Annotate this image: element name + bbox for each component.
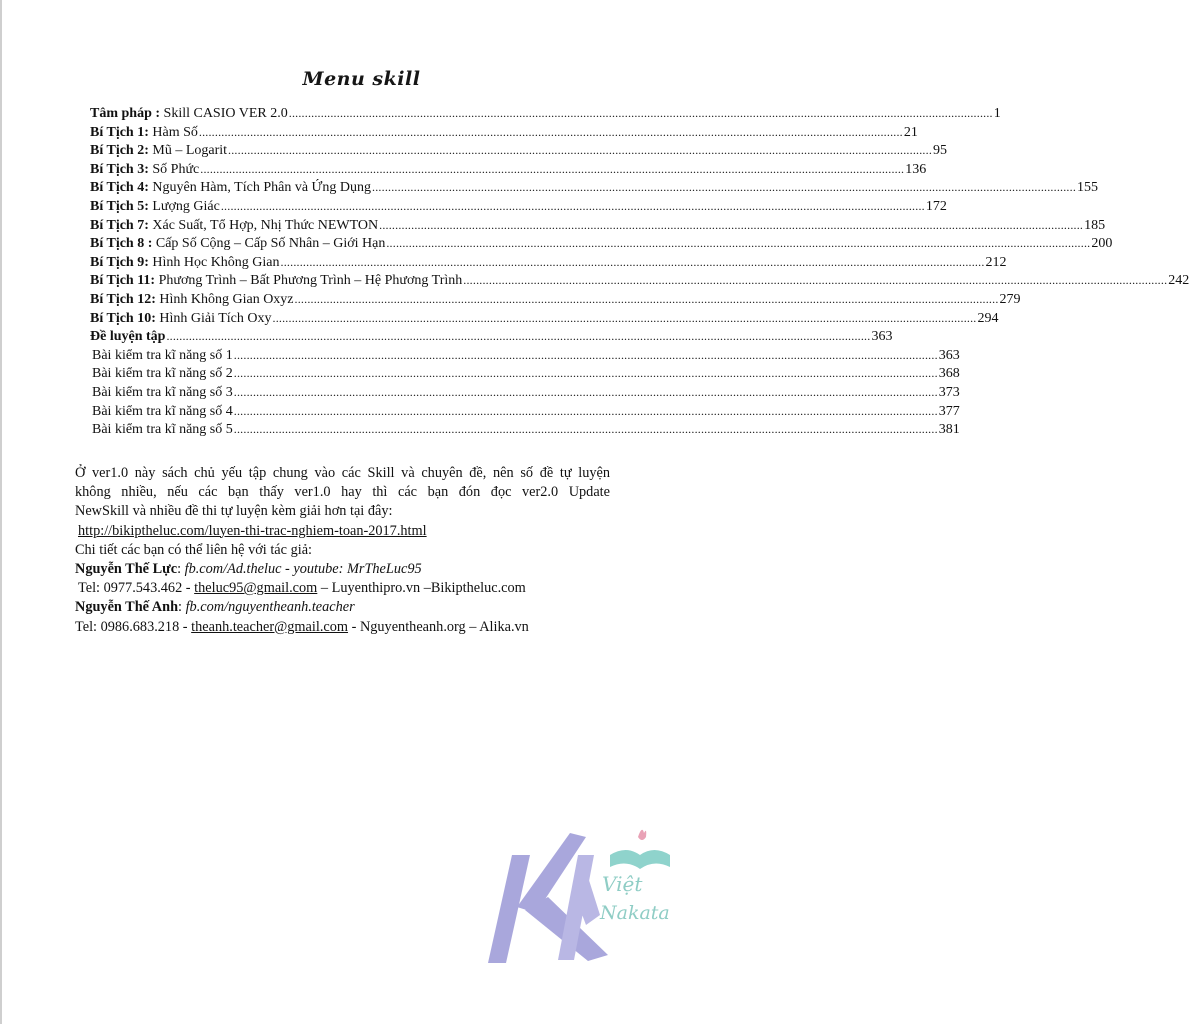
toc-entry-heading: Bí Tịch 7: [90, 217, 149, 233]
toc-page-number: 136 [905, 161, 927, 177]
toc-entry-label [90, 292, 294, 308]
toc-entry-title: Bài kiểm tra kĩ năng số 3 [92, 384, 233, 400]
toc-row [90, 291, 1021, 311]
toc-entry-title: Lượng Giác [148, 198, 220, 214]
author1-contact [75, 579, 610, 598]
toc-row [90, 198, 947, 218]
toc-entry-label [90, 255, 280, 271]
toc-entry-label [90, 348, 233, 364]
intro-line-3: NewSkill và nhiều đề thi tự luyện kèm giải hơn tại đây: [75, 503, 393, 520]
toc-leader-dots: ............................................................................................................................................................................................................................ [379, 217, 1084, 232]
viet-nakata-logo [470, 815, 680, 965]
intro-line-1: Ở ver1.0 này sách chủ yếu tập chung vào các Skill và chuyên đề, nên số đề tự luyện [75, 465, 610, 481]
kn-letters-icon [488, 833, 608, 963]
toc-row [90, 347, 960, 367]
toc-leader-dots: ............................................................................................................................................................................................................................ [228, 143, 933, 158]
toc-entry-label [90, 125, 198, 141]
toc-leader-dots: ............................................................................................................................................................................................................................ [288, 106, 993, 120]
page-title: Menu skill [302, 68, 421, 90]
author1-tel: Tel: 0977.543.462 - [78, 580, 195, 597]
toc-page-number: 212 [985, 254, 1007, 270]
toc-entry-title: Bài kiểm tra kĩ năng số 5 [92, 422, 233, 438]
author2-tel: Tel: 0986.683.218 - [75, 618, 192, 635]
page-edge [0, 0, 2, 1024]
toc-page-number: 200 [1091, 236, 1113, 252]
toc-entry-heading: Bí Tịch 1: [90, 124, 149, 140]
toc-entry-label [90, 143, 227, 159]
toc-entry-heading: Bí Tịch 4: [90, 180, 149, 196]
toc-entry-heading: Bí Tịch 12: [90, 291, 156, 307]
toc-entry-heading: Bí Tịch 9: [90, 254, 149, 270]
toc-entry-label [90, 162, 199, 178]
toc-page-number: 368 [938, 366, 960, 382]
toc-row [90, 143, 948, 162]
toc-page-number: 363 [938, 347, 960, 363]
author2-social: fb.com/nguyentheanh.teacher [185, 599, 355, 616]
toc-leader-dots: ............................................................................................................................................................................................................................ [463, 273, 1168, 288]
intro-line-2: không nhiều, nếu các bạn thấy ver1.0 hay thì các bạn đón đọc ver2.0 Update [75, 484, 610, 501]
logo-text-1: Việt [602, 872, 643, 896]
toc-entry-label [90, 422, 233, 438]
toc-entry-label [90, 106, 288, 122]
toc-leader-dots: ............................................................................................................................................................................................................................ [372, 180, 1077, 195]
toc-page-number: 381 [938, 422, 960, 438]
toc-entry-label [90, 180, 371, 196]
toc-entry-title: Hình Học Không Gian [148, 254, 280, 270]
toc-row [90, 254, 1007, 274]
toc-entry-title: Hình Giải Tích Oxy [155, 310, 272, 326]
open-book-icon [610, 830, 670, 869]
toc-page-number: 279 [999, 291, 1021, 307]
toc-entry-heading: Bí Tịch 5: [90, 198, 149, 214]
toc-leader-dots: ............................................................................................................................................................................................................................ [198, 124, 903, 139]
toc-page-number: 242 [1168, 273, 1189, 289]
toc-row [90, 124, 918, 144]
toc-page-number: 172 [925, 198, 947, 214]
toc-leader-dots: ............................................................................................................................................................................................................................ [386, 236, 1091, 251]
author2-sites: - Nguyentheanh.org – Alika.vn [348, 618, 529, 635]
toc-entry-label [90, 236, 385, 252]
toc-entry-title: Bài kiểm tra kĩ năng số 1 [92, 347, 233, 363]
toc-entry-heading: Bí Tịch 11: [90, 273, 156, 289]
toc-leader-dots: ............................................................................................................................................................................................................................ [233, 366, 938, 381]
toc-entry-title: Bài kiểm tra kĩ năng số 4 [92, 403, 233, 419]
contact-intro: Chi tiết các bạn có thể liên hệ với tác giả: [75, 541, 313, 558]
toc-entry-heading: Bí Tịch 2: [90, 143, 149, 159]
toc-entry-label [90, 311, 272, 327]
toc-page-number: 95 [933, 143, 948, 159]
toc-entry-label [90, 366, 233, 382]
toc-entry-heading: Tâm pháp : [90, 106, 161, 121]
toc-row [90, 329, 893, 348]
toc-leader-dots: ............................................................................................................................................................................................................................ [200, 161, 905, 176]
toc-row [90, 366, 960, 385]
toc-page-number: 155 [1077, 180, 1099, 196]
toc-page-number: 363 [871, 329, 893, 345]
toc-entry-label [90, 218, 378, 234]
author2-line: Nguyễn Thế Anh: fb.com/nguyentheanh.teacher [75, 599, 355, 616]
toc-entry-title: Cấp Số Cộng – Cấp Số Nhân – Giới Hạn [152, 236, 386, 252]
info-block [75, 464, 610, 637]
author1-email[interactable]: theluc95@gmail.com [194, 580, 318, 597]
toc-entry-title: Xác Suất, Tổ Hợp, Nhị Thức NEWTON [148, 217, 379, 233]
toc-page-number: 1 [993, 106, 1001, 121]
author2-email[interactable]: theanh.teacher@gmail.com [191, 618, 349, 635]
author1-line: Nguyễn Thế Lực: fb.com/Ad.theluc - youtube: MrTheLuc95 [75, 561, 422, 578]
toc-entry-heading: Bí Tịch 3: [90, 161, 149, 177]
toc-page-number: 373 [938, 384, 960, 400]
toc-entry-heading: Đề luyện tập [90, 329, 166, 345]
toc-entry-title: Nguyên Hàm, Tích Phân và Ứng Dụng [148, 180, 372, 196]
toc-row [90, 403, 960, 423]
author2-name: Nguyễn Thế Anh [75, 599, 179, 616]
toc-entry-title: Skill CASIO VER 2.0 [160, 106, 288, 121]
toc-row [90, 422, 960, 441]
table-of-contents [90, 106, 1189, 441]
toc-entry-label [90, 329, 165, 345]
author1-social: fb.com/Ad.theluc - youtube: MrTheLuc95 [184, 561, 422, 578]
toc-page-number: 377 [938, 403, 960, 419]
logo-text-2: Nakata [600, 902, 670, 924]
toc-entry-title: Bài kiểm tra kĩ năng số 2 [92, 366, 233, 382]
toc-entry-label [90, 404, 233, 420]
toc-entry-label [90, 385, 233, 401]
toc-row [90, 217, 1106, 237]
toc-leader-dots: ............................................................................................................................................................................................................................ [294, 291, 999, 306]
toc-entry-label [90, 199, 220, 215]
toc-entry-heading: Bí Tịch 10: [90, 310, 156, 326]
toc-row [90, 273, 1189, 292]
toc-row [90, 180, 1099, 199]
toc-page-number: 21 [903, 124, 918, 140]
toc-entry-heading: Bí Tịch 8 : [90, 236, 153, 252]
toc-leader-dots: ............................................................................................................................................................................................................................ [280, 254, 985, 269]
author1-sites: – Luyenthipro.vn –Bikiptheluc.com [317, 580, 526, 597]
toc-leader-dots: ............................................................................................................................................................................................................................ [166, 329, 871, 344]
toc-row [90, 310, 999, 330]
toc-row [90, 384, 960, 404]
toc-leader-dots: ............................................................................................................................................................................................................................ [233, 384, 938, 399]
toc-leader-dots: ............................................................................................................................................................................................................................ [233, 403, 938, 418]
toc-leader-dots: ............................................................................................................................................................................................................................ [233, 347, 938, 362]
toc-leader-dots: ............................................................................................................................................................................................................................ [233, 422, 938, 437]
toc-entry-title: Hình Không Gian Oxyz [155, 291, 294, 307]
toc-row [90, 161, 927, 181]
toc-page-number: 185 [1084, 217, 1106, 233]
toc-entry-title: Hàm Số [148, 124, 198, 140]
author1-name: Nguyễn Thế Lực [75, 561, 178, 578]
author2-contact [75, 618, 610, 637]
toc-entry-title: Số Phức [148, 161, 200, 177]
website-link[interactable]: http://bikiptheluc.com/luyen-thi-trac-nghiem-toan-2017.html [78, 522, 427, 539]
toc-row [90, 106, 1001, 125]
toc-leader-dots: ............................................................................................................................................................................................................................ [220, 198, 925, 213]
toc-row [90, 236, 1113, 255]
toc-entry-title: Phương Trình – Bất Phương Trình – Hệ Phương Trình [155, 273, 463, 289]
toc-page-number: 294 [977, 310, 999, 326]
toc-leader-dots: ............................................................................................................................................................................................................................ [272, 310, 977, 325]
toc-entry-title: Mũ – Logarit [148, 143, 228, 159]
toc-entry-label [90, 273, 462, 289]
